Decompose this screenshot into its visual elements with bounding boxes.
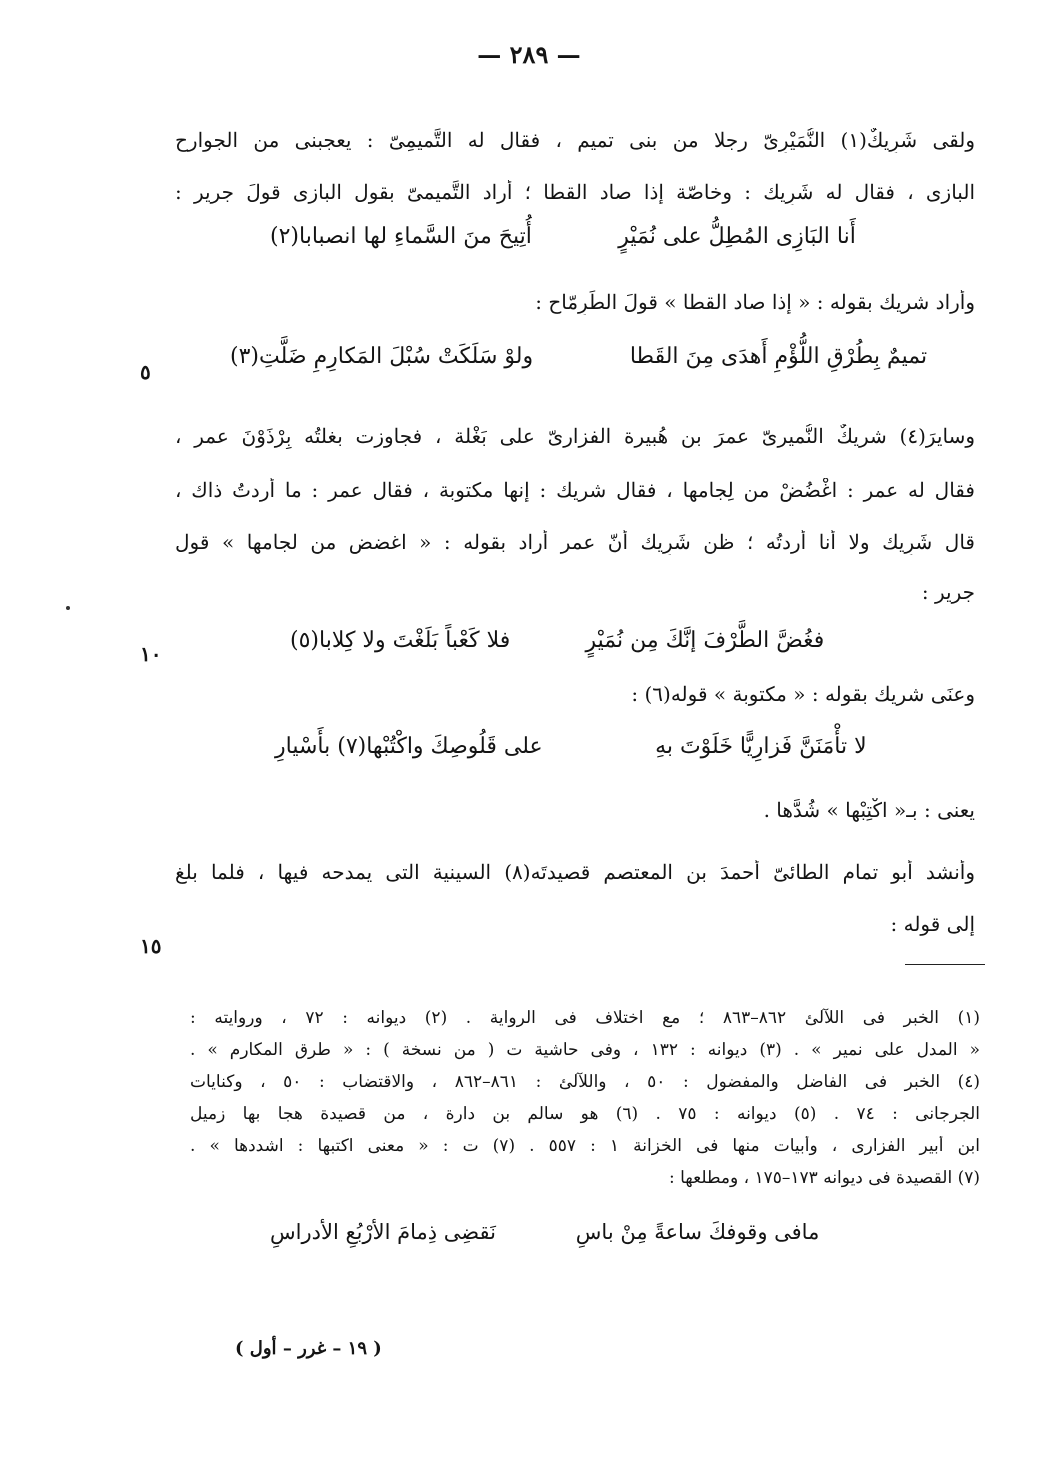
margin-line-number: ١٠ [140, 642, 162, 666]
text-line: وأراد شريك بقوله : « إذا صاد القطا » قولَ الطِّرِمّاح : [535, 290, 975, 314]
text-line: يعنى : بـ« اكْتِبْها » شُدَّها . [763, 798, 975, 822]
verse-hemistich: أُتِيحَ منَ السَّماءِ لها انصبابا(٢) [270, 224, 532, 249]
signature-mark: ( ١٩ – غرر – أول ) [235, 1338, 382, 1359]
verse-3 [290, 628, 824, 653]
page-number: — ٢٨٩ — [477, 40, 581, 69]
footnote-line: (٧) القصيدة فى ديوانه ١٧٣–١٧٥ ، ومطلعها : [668, 1168, 980, 1188]
verse-hemistich: ولوْ سَلَكَتْ سُبْلَ المَكارِمِ ضَلَّتِ(٣) [230, 344, 534, 369]
text-line: وأنشد أبو تمام الطائىّ أحمدَ بن المعتصم قصيدتَه(٨) السينية التى يمدحه فيها ، فلما بلغ [175, 860, 975, 884]
verse-4 [275, 734, 867, 759]
verse-hemistich: مافى وقوفكَ ساعةً مِنْ باسِ [575, 1220, 820, 1244]
text-line: قال شَرِيك ولا أنا أردتُه ؛ ظن شَرِيك أنّ عمر أراد بقوله : « اغضض من لجامها » قول [175, 530, 975, 554]
footnote-line: « المدل على نمير » . (٣) ديوانه : ١٣٢ ، وفى حاشية ت ( من نسخة ) : « طرق المكارم » . [190, 1040, 980, 1060]
verse-2 [230, 344, 927, 369]
verse-hemistich: نَقضِى ذِمامَ الأرْبُعِ الأدراسِ [270, 1220, 496, 1244]
verse-hemistich: فغُضَّ الطَّرْفَ إنَّكَ مِن نُمَيْرٍ [585, 628, 825, 653]
footnote-separator [905, 964, 985, 965]
verse-hemistich: أَنا البَازِى المُطِلُّ على نُمَيْرٍ [618, 224, 856, 249]
footnote-line: ابن أبير الفزارى ، وأبيات منها فى الخزانة ١ : ٥٥٧ . (٧) ت : « معنى اكتبها : اشددها » . [190, 1136, 980, 1156]
footnote-line: الجرجانى : ٧٤ . (٥) ديوانه : ٧٥ . (٦) هو سالم بن دارة ، من قصيدة هجا بها زميل [190, 1104, 980, 1124]
text-line: وعنَى شريك بقوله : « مكتوبة » قوله(٦) : [631, 682, 975, 706]
text-line: وسايرَ(٤) شريكٌ النُّميرىّ عمرَ بن هُبيرة الفزارىّ على بَغْلة ، فجاوزت بغلتُه بِرْذَوْنَ عمر ، [175, 424, 975, 448]
footnote-line: (١) الخبر فى اللآلئ ٨٦٢–٨٦٣ ؛ مع اختلاف فى الرواية . (٢) ديوانه : ٧٢ ، وروايته : [190, 1008, 980, 1028]
margin-line-number: ٥ [140, 360, 151, 384]
verse-1 [270, 224, 856, 249]
text-line: البازى ، فقال له شَرِيك : وخاصّة إذا صاد القطا ؛ أراد التَّميمىّ بقول البازى قولَ جرير : [175, 180, 975, 204]
verse-hemistich: على قَلُوصِكَ واكْتُبْها(٧) بأَسْيارِ [275, 734, 543, 759]
text-line: إلى قوله : [890, 912, 975, 936]
scan-speck [66, 606, 70, 610]
text-line: فقال له عمر : اغْضُضْ من لِجامها ، فقال شريك : إنها مكتوبة ، فقال عمر : ما أردتُ ذاك ، [175, 478, 975, 502]
footnote-line: (٤) الخبر فى الفاضل والمفضول : ٥٠ ، واللآلئ : ٨٦١–٨٦٢ ، والاقتضاب : ٥٠ ، وكنايات [190, 1072, 980, 1092]
verse-hemistich: لا تأْمَنَنَّ فَزارِيًّا خَلَوْتَ بهِ [655, 734, 867, 759]
margin-line-number: ١٥ [140, 934, 162, 958]
verse-hemistich: فلا كَعْباً بَلَغْتَ ولا كِلابا(٥) [290, 628, 511, 653]
verse-5 [270, 1220, 819, 1244]
text-line: جرير : [921, 580, 975, 604]
text-line: ولقى شَرِيكٌ(١) النُّمَيْرِىّ رجلا من بنى تميم ، فقال له التَّميمِىّ : يعجبنى من الجوارح [175, 128, 975, 152]
verse-hemistich: تميمٌ بِطُرْقِ اللُّؤْمِ أَهدَى مِنَ القَطا [629, 344, 928, 369]
